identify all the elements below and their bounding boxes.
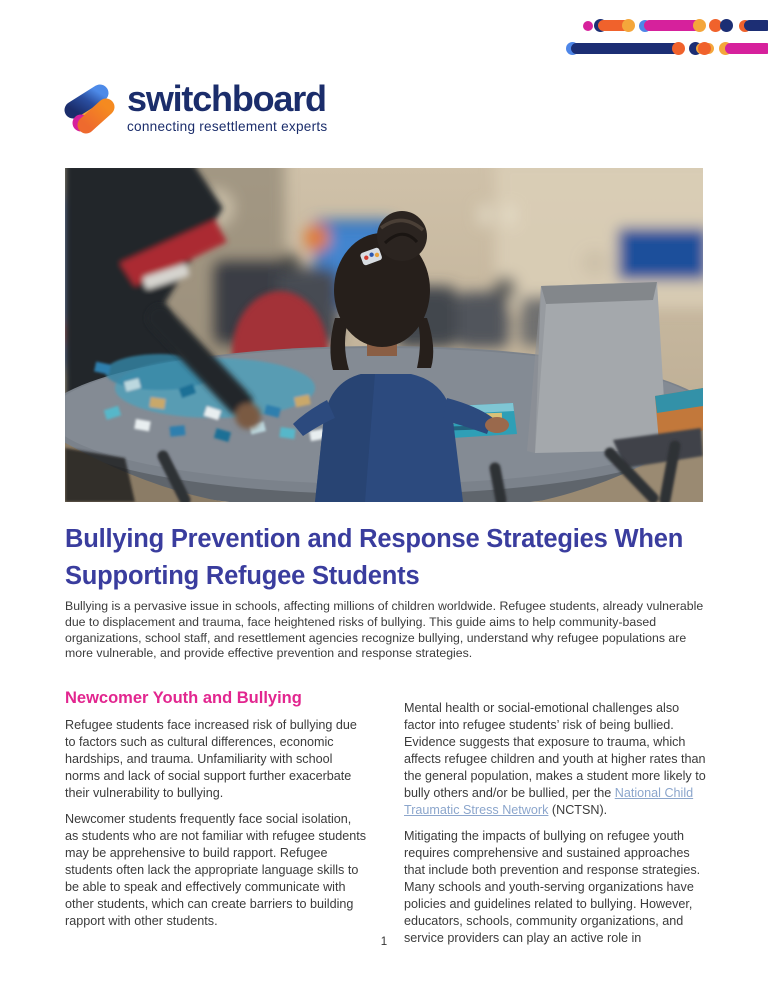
switchboard-logo xyxy=(60,79,327,139)
right-paragraph-1 xyxy=(404,700,707,819)
intro-paragraph: Bullying is a pervasive issue in schools, affecting millions of children worldwide. Refugee students, already vulnerable due to displacement and trauma, face heightened risks of bullying. This guide aims to help community-based organizations, school staff, and resettlement agencies recognize bullying, understand why refugee populations are more vulnerable, and provide effective prevention and response strategies. xyxy=(65,599,704,661)
right-paragraph-1-after: (NCTSN). xyxy=(548,803,608,817)
deco-pill xyxy=(744,20,768,31)
logo-tagline: connecting resettlement experts xyxy=(127,119,328,134)
section-heading: Newcomer Youth and Bullying xyxy=(65,689,302,707)
left-paragraph-2: Newcomer students frequently face social isolation, as students who are not familiar with refugee students may be apprehensive to build rapport. Refugee students often lack the appropriate language skills to be able to speak and effectively communicate with other students, which can create barriers to building rapport with other students. xyxy=(65,812,367,928)
deco-dot xyxy=(622,19,635,32)
deco-dot xyxy=(720,19,733,32)
top-decoration xyxy=(560,13,768,63)
body-columns xyxy=(65,688,707,956)
page-number: 1 xyxy=(380,936,388,948)
deco-pill xyxy=(725,43,768,54)
column-left xyxy=(65,688,368,956)
switchboard-logo-icon xyxy=(60,79,116,139)
deco-pill xyxy=(571,43,683,54)
right-paragraph-1-text: Mental health or social-emotional challenges also factor into refugee students’ risk of being bullied. Evidence suggests that exposure to trauma, which affects refugee children and youth at higher rates than the general population, makes a student more likely to bully others and/or be bullied, per the xyxy=(404,701,706,800)
logo-wordmark: switchboard xyxy=(127,78,326,119)
nctsn-link[interactable]: National Child Traumatic Stress Network xyxy=(404,786,694,817)
right-paragraph-2: Mitigating the impacts of bullying on refugee youth requires comprehensive and sustained approaches that include both prevention and response strategies. Many schools and youth-serving organizations have policies and guidelines related to bullying. However, educators, schools, community organizations, and service providers can play an active role in xyxy=(404,829,701,945)
deco-dot xyxy=(672,42,685,55)
deco-dot xyxy=(693,19,706,32)
deco-dot xyxy=(698,42,711,55)
deco-dot xyxy=(583,21,593,31)
page-title: Bullying Prevention and Response Strategies When Supporting Refugee Students xyxy=(65,525,684,590)
hero-photo xyxy=(65,168,703,502)
column-right xyxy=(404,688,707,956)
left-paragraph-1: Refugee students face increased risk of bullying due to factors such as cultural differences, economic hardships, and trauma. Unfamiliarity with school norms and lack of social support further exacerbate their vulnerability to bullying. xyxy=(65,718,357,800)
